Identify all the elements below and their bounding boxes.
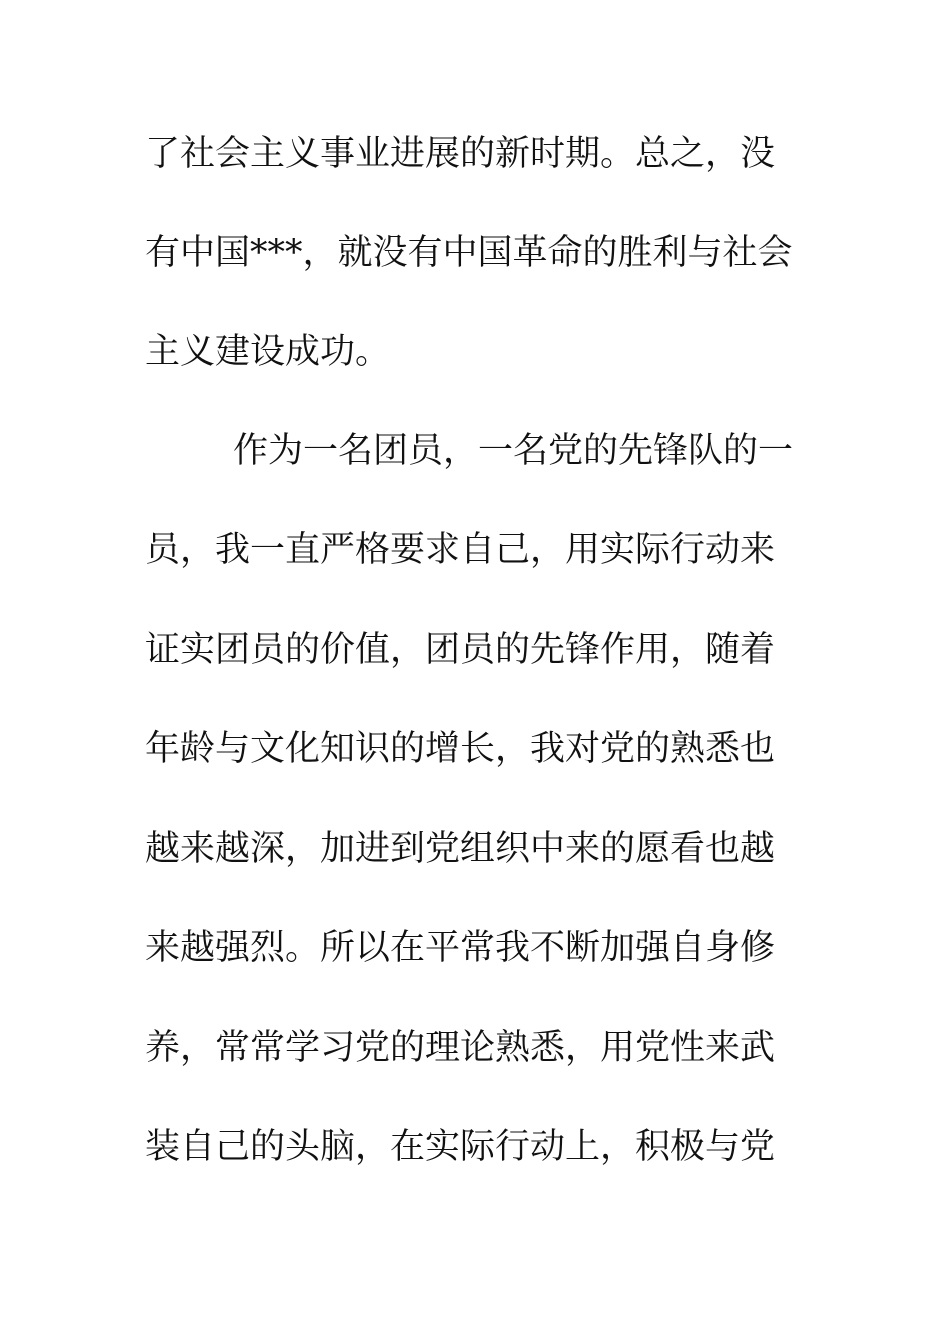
paragraph-line: 主义建设成功。 bbox=[145, 332, 391, 372]
paragraph-line: 员，我一直严格要求自己，用实际行动来 bbox=[145, 530, 776, 570]
paragraph-line: 养，常常学习党的理论熟悉，用党性来武 bbox=[145, 1028, 776, 1068]
paragraph-line: 证实团员的价值，团员的先锋作用，随着 bbox=[145, 630, 776, 670]
paragraph-first-line: 作为一名团员，一名党的先锋队的一 bbox=[233, 431, 794, 471]
paragraph-line: 有中国***，就没有中国革命的胜利与社会 bbox=[145, 233, 793, 273]
paragraph-line: 年龄与文化知识的增长，我对党的熟悉也 bbox=[145, 729, 776, 769]
paragraph-line: 装自己的头脑，在实际行动上，积极与党 bbox=[145, 1127, 776, 1167]
paragraph-line: 越来越深，加进到党组织中来的愿看也越 bbox=[145, 829, 776, 869]
paragraph-line: 来越强烈。所以在平常我不断加强自身修 bbox=[145, 928, 776, 968]
paragraph-line: 了社会主义事业进展的新时期。总之，没 bbox=[145, 134, 776, 174]
